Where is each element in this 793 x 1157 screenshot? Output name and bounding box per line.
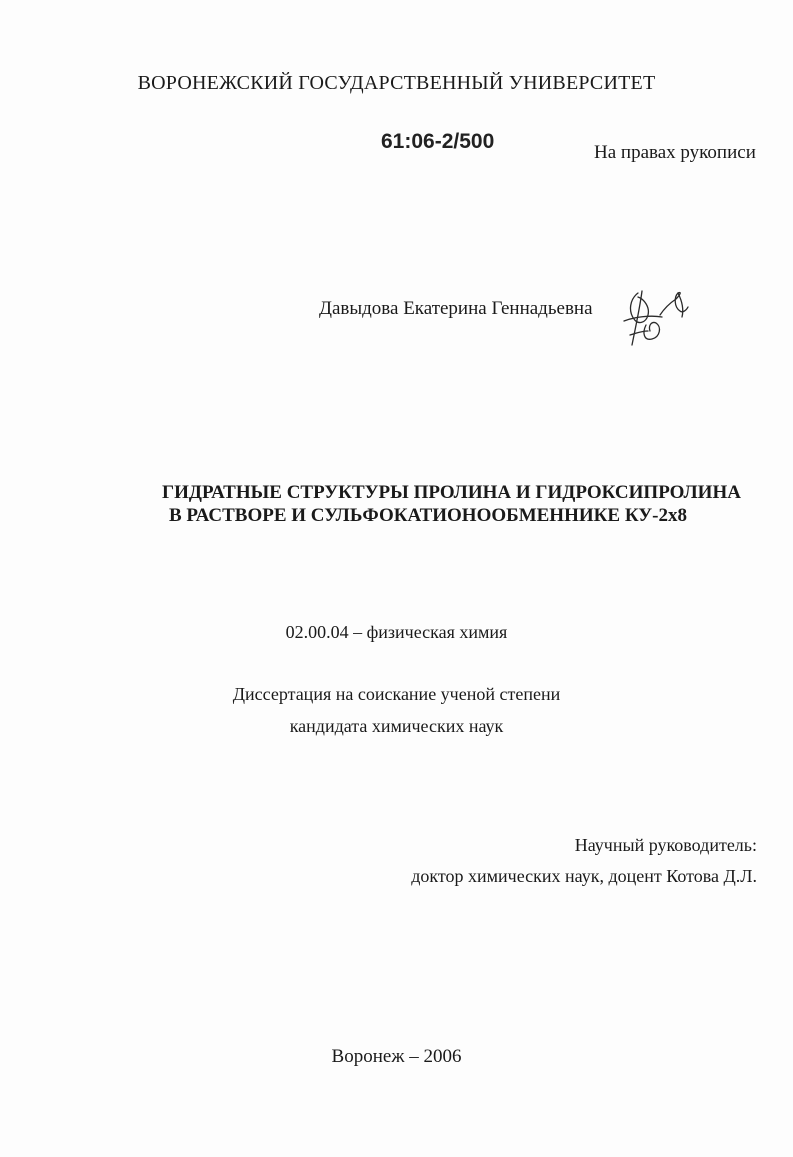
supervisor-label: Научный руководитель: [574, 835, 757, 855]
author-name: Давыдова Екатерина Геннадьевна [319, 298, 593, 319]
city-year: Воронеж – 2006 [331, 1046, 462, 1067]
rights-note: На правах рукописи [594, 142, 756, 163]
catalog-code-stamp: 61:06-2/500 [381, 130, 495, 153]
degree-line-1: Диссертация на соискание ученой степени [232, 684, 561, 704]
university-name: ВОРОНЕЖСКИЙ ГОСУДАРСТВЕННЫЙ УНИВЕРСИТЕТ [137, 72, 656, 94]
author-signature [616, 285, 696, 353]
supervisor-details: доктор химических наук, доцент Котова Д.Л. [411, 866, 757, 886]
thesis-title-line-1: ГИДРАТНЫЕ СТРУКТУРЫ ПРОЛИНА И ГИДРОКСИПРОЛИНА [162, 482, 741, 503]
degree-line-2: кандидата химических наук [289, 716, 504, 736]
thesis-title-line-2: В РАСТВОРЕ И СУЛЬФОКАТИОНООБМЕННИКЕ КУ-2х8 [169, 505, 688, 526]
specialty-code: 02.00.04 – физическая химия [285, 622, 508, 642]
